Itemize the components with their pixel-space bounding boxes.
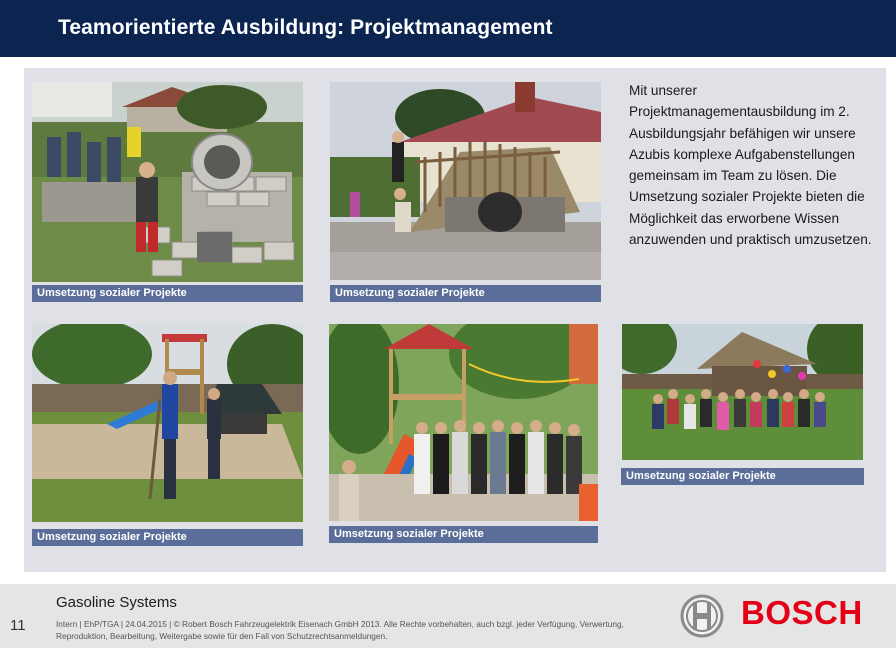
photo-playground-bridge xyxy=(330,82,601,280)
photo-group-playground xyxy=(329,324,598,521)
photo-playground-bridge-image xyxy=(330,82,601,280)
description-text: Mit unserer Projektmanagementausbildung im 2. Ausbildungsjahr befähigen wir unsere Azubis komplexe Aufgabenstellungen gemeinsam im Team zu lösen. Die Umsetzung sozialer Projekte bieten die Möglichkeit das erworbene Wissen anzuwenden und praktisch umzusetzen. xyxy=(629,83,872,248)
photo-sandpit-image xyxy=(32,324,303,522)
page-number: 11 xyxy=(10,617,26,634)
photo-sandpit-playground xyxy=(32,324,303,522)
slide-header xyxy=(0,0,896,57)
photo-children-hut xyxy=(622,324,863,460)
bosch-armature-icon xyxy=(680,594,724,638)
slide-title: Teamorientierte Ausbildung: Projektmanagement xyxy=(58,16,553,39)
bosch-logo: BOSCH xyxy=(741,594,863,631)
photo-caption: Umsetzung sozialer Projekte xyxy=(621,468,864,485)
legal-notice: Intern | EhP/TGA | 24.04.2015 | © Robert Bosch Fahrzeugelektrik Eisenach GmbH 2013. Alle Rechte vorbehalten, auch bzgl. jeder Verfügung, Verwertung, Reproduktion, Bearbeitung, Weitergabe sowie für den Fall von Schutzrechtsanmeldungen. xyxy=(56,619,624,641)
company-name: Gasoline Systems xyxy=(56,594,177,611)
photo-caption: Umsetzung sozialer Projekte xyxy=(330,285,601,302)
photo-construction-image xyxy=(32,82,303,282)
photo-group-image xyxy=(329,324,598,521)
photo-caption: Umsetzung sozialer Projekte xyxy=(32,285,303,302)
photo-caption: Umsetzung sozialer Projekte xyxy=(329,526,598,543)
photo-construction-site xyxy=(32,82,303,282)
photo-caption: Umsetzung sozialer Projekte xyxy=(32,529,303,546)
photo-children-hut-image xyxy=(622,324,863,460)
